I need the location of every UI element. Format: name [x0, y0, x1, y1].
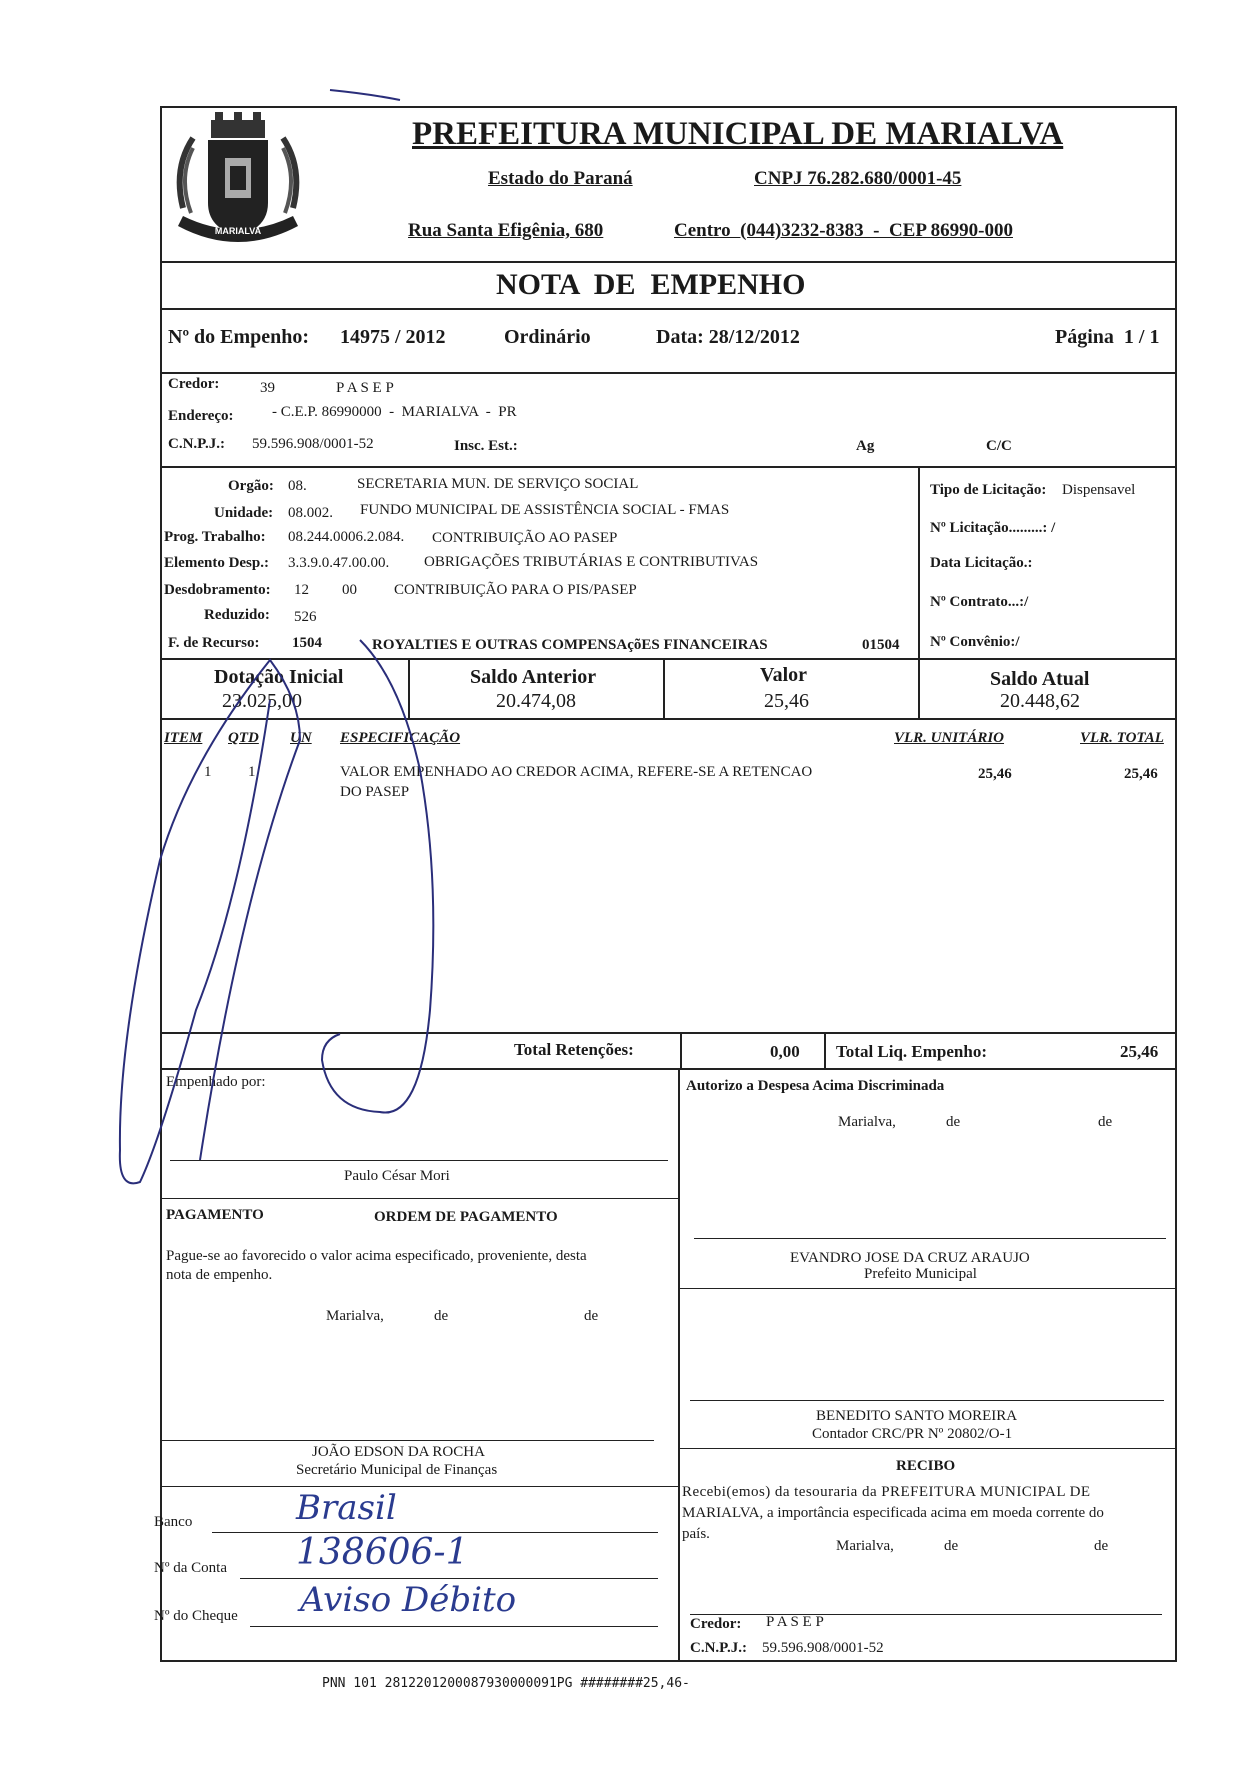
licitacao-type: Dispensavel: [1062, 482, 1136, 498]
licitacao-type-label: Tipo de Licitação:: [930, 482, 1047, 498]
empenho-date: Data: 28/12/2012: [656, 326, 800, 348]
banco-label: Banco: [154, 1514, 193, 1530]
desdobramento-name: CONTRIBUIÇÃO PARA O PIS/PASEP: [394, 582, 637, 598]
signature-line: [690, 1614, 1162, 1615]
recibo-cnpj: 59.596.908/0001-52: [762, 1640, 884, 1656]
saldo-anterior-value: 20.474,08: [496, 690, 576, 712]
col-header-item: ITEM: [164, 730, 203, 746]
municipality-cnpj: CNPJ 76.282.680/0001-45: [754, 168, 962, 189]
col-header-unit-value: VLR. UNITÁRIO: [894, 730, 1005, 746]
col-header-spec: ESPECIFICAÇÃO: [340, 730, 461, 746]
desdobramento-b: 00: [342, 582, 357, 598]
divider: [160, 1068, 1177, 1070]
item-number: 1: [204, 764, 212, 780]
unidade-name: FUNDO MUNICIPAL DE ASSISTÊNCIA SOCIAL - FMAS: [360, 502, 730, 518]
empenhado-por-name: Paulo César Mori: [344, 1168, 450, 1184]
fonte-label: F. de Recurso:: [168, 635, 260, 651]
document-title: NOTA DE EMPENHO: [496, 268, 806, 301]
orgao-code: 08.: [288, 478, 307, 494]
pagamento-de-1: de: [434, 1308, 449, 1324]
saldo-atual-label: Saldo Atual: [990, 668, 1090, 690]
divider: [160, 1198, 678, 1199]
empenho-number-label: Nº do Empenho:: [168, 326, 310, 348]
secretario-role: Secretário Municipal de Finanças: [296, 1462, 498, 1478]
autorizo-city: Marialva,: [838, 1114, 896, 1130]
recibo-de-2: de: [1094, 1538, 1109, 1554]
divider: [160, 372, 1177, 374]
prefeito-name: EVANDRO JOSE DA CRUZ ARAUJO: [790, 1250, 1030, 1266]
desdobramento-a: 12: [294, 582, 309, 598]
divider: [918, 466, 920, 658]
cheque-label: Nº do Cheque: [154, 1608, 238, 1624]
contador-name: BENEDITO SANTO MOREIRA: [816, 1408, 1018, 1424]
signature-line: [170, 1160, 668, 1161]
unidade-label: Unidade:: [214, 505, 274, 521]
autorizo-de-1: de: [946, 1114, 961, 1130]
secretario-name: JOÃO EDSON DA ROCHA: [312, 1444, 485, 1460]
banco-value: Brasil: [296, 1488, 397, 1528]
prog-name: CONTRIBUIÇÃO AO PASEP: [432, 530, 618, 546]
credor-label: Credor:: [168, 376, 220, 392]
credor-name: P A S E P: [336, 380, 394, 396]
dotacao-label: Dotação Inicial: [214, 666, 344, 688]
signature-line: [160, 1440, 654, 1441]
licitacao-number: Nº Licitação.........: /: [930, 520, 1056, 536]
address-label: Endereço:: [168, 408, 234, 424]
valor-label: Valor: [760, 664, 808, 686]
divider: [680, 1032, 682, 1068]
item-quantity: 1: [248, 764, 256, 780]
fonte-code-2: 01504: [862, 637, 900, 653]
divider: [160, 718, 1177, 720]
col-header-total-value: VLR. TOTAL: [1080, 730, 1164, 746]
empenho-number: 14975 / 2012: [340, 326, 446, 348]
pagamento-city: Marialva,: [326, 1308, 384, 1324]
contract-number: Nº Contrato...:/: [930, 594, 1029, 610]
autorizo-text: Autorizo a Despesa Acima Discriminada: [686, 1078, 945, 1094]
credor-code: 39: [260, 380, 275, 396]
item-spec-line-2: DO PASEP: [340, 784, 410, 800]
fonte-code: 1504: [292, 635, 322, 651]
elemento-label: Elemento Desp.:: [164, 555, 269, 571]
agency-label: Ag: [856, 438, 875, 454]
insc-est-label: Insc. Est.:: [454, 438, 518, 454]
recibo-text-2: MARIALVA, a importância especificada acima em moeda corrente do: [682, 1505, 1104, 1521]
orgao-label: Orgão:: [228, 478, 274, 494]
conta-value: 138606-1: [296, 1532, 469, 1573]
divider: [918, 658, 920, 718]
total-liquido-label: Total Liq. Empenho:: [836, 1042, 987, 1061]
licitacao-date: Data Licitação.:: [930, 555, 1033, 571]
credor-cnpj: 59.596.908/0001-52: [252, 436, 374, 452]
state-name: Estado do Paraná: [488, 168, 633, 189]
credor-cnpj-label: C.N.P.J.:: [168, 436, 225, 452]
item-total-value: 25,46: [1124, 766, 1158, 782]
prog-code: 08.244.0006.2.084.: [288, 529, 405, 545]
prog-label: Prog. Trabalho:: [164, 529, 266, 545]
conta-line: [240, 1578, 658, 1579]
total-retencoes-label: Total Retenções:: [514, 1040, 634, 1059]
divider: [678, 1288, 1177, 1289]
municipality-street: Rua Santa Efigênia, 680: [408, 220, 604, 241]
recibo-text-1: Recebi(emos) da tesouraria da PREFEITURA MUNICIPAL DE: [682, 1484, 1091, 1500]
col-header-qtd: QTD: [228, 730, 259, 746]
credor-address: - C.E.P. 86990000 - MARIALVA - PR: [272, 404, 517, 420]
fonte-name: ROYALTIES E OUTRAS COMPENSAçõES FINANCEIRAS: [372, 637, 768, 653]
signature-line: [690, 1400, 1164, 1401]
total-liquido-value: 25,46: [1120, 1042, 1159, 1061]
autorizo-de-2: de: [1098, 1114, 1113, 1130]
saldo-atual-value: 20.448,62: [1000, 690, 1080, 712]
cheque-value: Aviso Débito: [300, 1580, 517, 1620]
item-spec-line-1: VALOR EMPENHADO AO CREDOR ACIMA, REFERE-SE A RETENCAO: [340, 764, 813, 780]
divider: [160, 1032, 1177, 1034]
page-indicator: Página 1 / 1: [1055, 326, 1160, 348]
divider: [160, 308, 1177, 310]
contador-role: Contador CRC/PR Nº 20802/O-1: [812, 1426, 1013, 1442]
elemento-code: 3.3.9.0.47.00.00.: [288, 555, 390, 571]
unidade-code: 08.002.: [288, 505, 333, 521]
account-label: C/C: [986, 438, 1012, 454]
recibo-label: RECIBO: [896, 1458, 956, 1474]
recibo-credor-label: Credor:: [690, 1616, 742, 1632]
divider: [160, 261, 1177, 263]
recibo-city: Marialva,: [836, 1538, 894, 1554]
desdobramento-label: Desdobramento:: [164, 582, 271, 598]
recibo-credor: P A S E P: [766, 1614, 824, 1630]
empenho-type: Ordinário: [504, 326, 591, 348]
divider: [678, 1068, 680, 1662]
crest-banner-text: MARIALVA: [214, 226, 262, 236]
reduzido-value: 526: [294, 609, 317, 625]
pagamento-de-2: de: [584, 1308, 599, 1324]
dotacao-value: 23.025,00: [222, 690, 302, 712]
prefeito-role: Prefeito Municipal: [864, 1266, 977, 1282]
pagamento-label: PAGAMENTO: [166, 1207, 264, 1223]
orgao-name: SECRETARIA MUN. DE SERVIÇO SOCIAL: [357, 476, 639, 492]
divider: [678, 1448, 1177, 1449]
divider: [160, 658, 1177, 660]
footer-code: PNN 101 2812201200087930000091PG ########25,46-: [322, 1676, 690, 1691]
divider: [663, 658, 665, 718]
divider: [160, 1486, 678, 1487]
reduzido-label: Reduzido:: [204, 607, 270, 623]
municipality-contact: Centro (044)3232-8383 - CEP 86990-000: [674, 220, 1013, 241]
item-unit-value: 25,46: [978, 766, 1012, 782]
divider: [408, 658, 410, 718]
recibo-text-3: país.: [682, 1526, 710, 1542]
divider: [824, 1032, 826, 1068]
valor-value: 25,46: [764, 690, 809, 712]
recibo-cnpj-label: C.N.P.J.:: [690, 1640, 747, 1656]
pagamento-text-2: nota de empenho.: [166, 1267, 273, 1283]
municipality-title: PREFEITURA MUNICIPAL DE MARIALVA: [412, 116, 1064, 152]
recibo-de-1: de: [944, 1538, 959, 1554]
signature-line: [694, 1238, 1166, 1239]
cheque-line: [250, 1626, 658, 1627]
elemento-name: OBRIGAÇÕES TRIBUTÁRIAS E CONTRIBUTIVAS: [424, 554, 759, 570]
total-retencoes-value: 0,00: [770, 1042, 800, 1061]
divider: [160, 466, 1177, 468]
col-header-un: UN: [290, 730, 312, 746]
ordem-pagamento-label: ORDEM DE PAGAMENTO: [374, 1209, 558, 1225]
pagamento-text-1: Pague-se ao favorecido o valor acima especificado, proveniente, desta: [166, 1248, 587, 1264]
empenhado-por-label: Empenhado por:: [166, 1074, 266, 1090]
saldo-anterior-label: Saldo Anterior: [470, 666, 597, 688]
convenio-number: Nº Convênio:/: [930, 634, 1020, 650]
conta-label: Nº da Conta: [154, 1560, 227, 1576]
